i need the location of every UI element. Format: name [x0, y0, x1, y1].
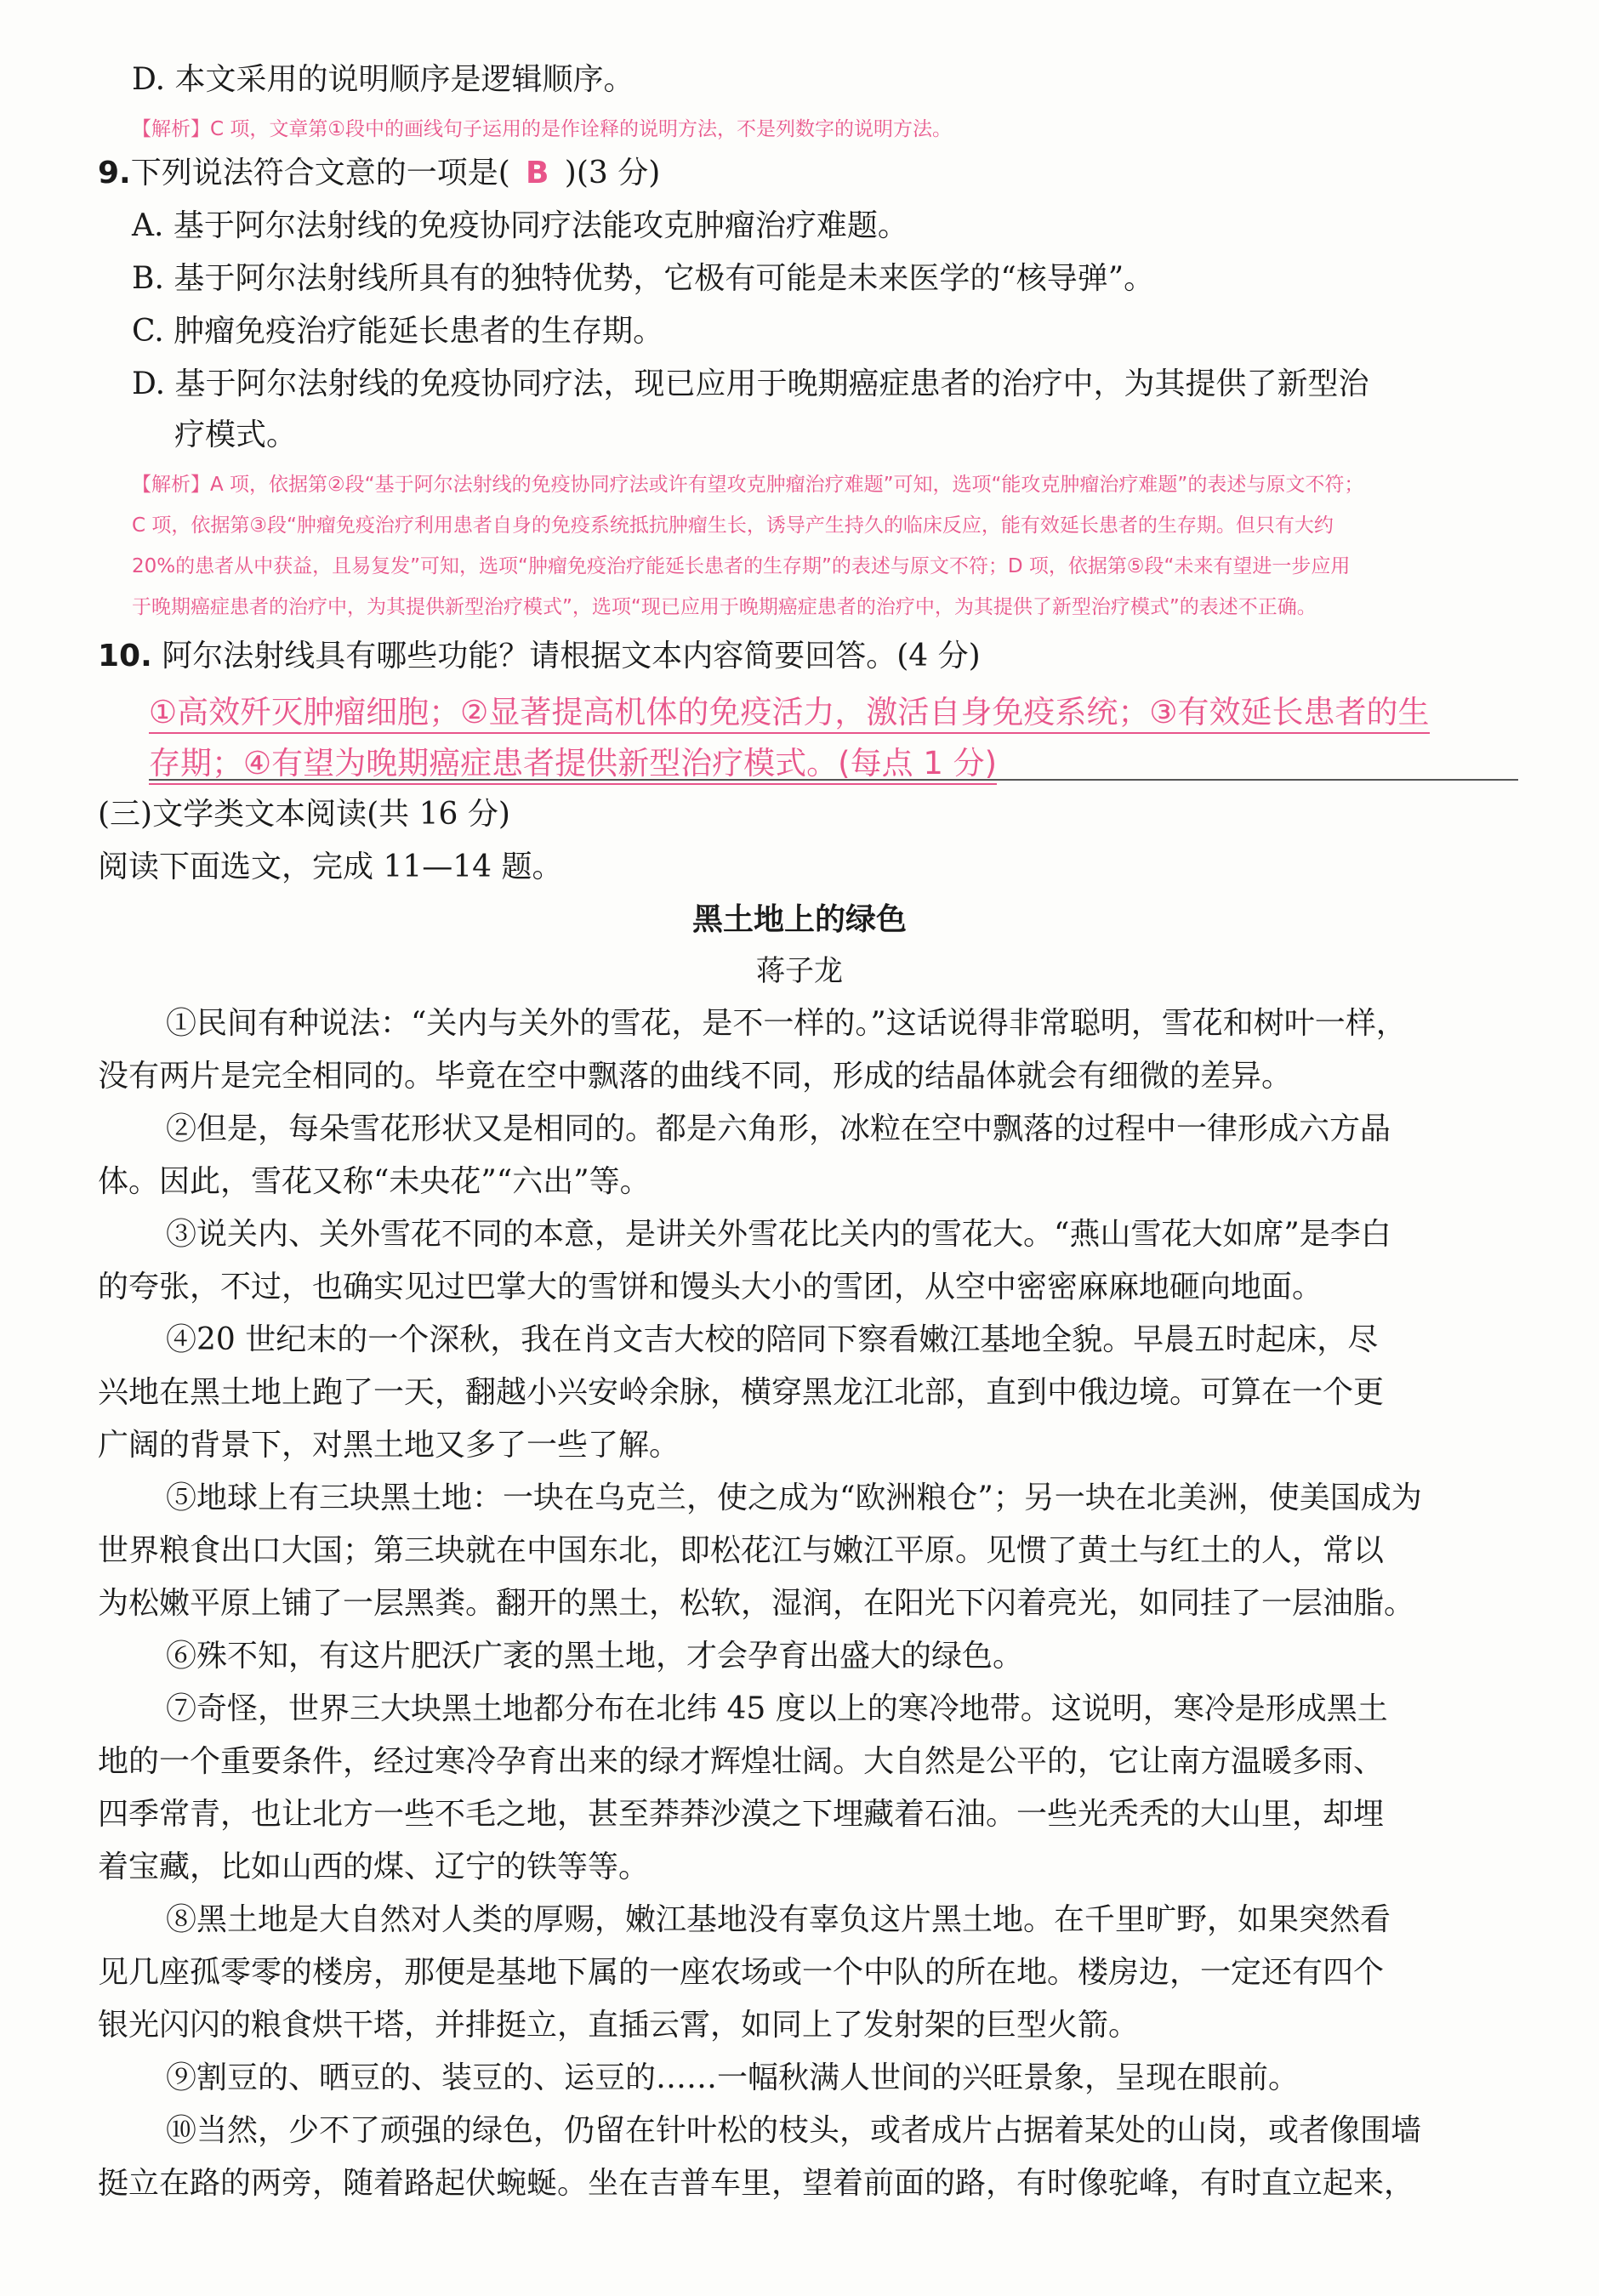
article-line-6: 的夸张，不过，也确实见过巴掌大的雪饼和馒头大小的雪团，从空中密密麻麻地砸向地面。 — [98, 1270, 1323, 1304]
q9-stem-before: 下列说法符合文意的一项是( — [130, 156, 510, 190]
q8-option-d: D. 本文采用的说明顺序是逻辑顺序。 — [132, 62, 634, 97]
article-line-13: ⑥殊不知，有这片肥沃广袤的黑土地，才会孕育出盛大的绿色。 — [166, 1639, 1024, 1674]
q9-analysis-line4: 于晚期癌症患者的治疗中，为其提供新型治疗模式”，选项“现已应用于晚期癌症患者的治疗中，为其提供了新型治疗模式”的表述不正确。 — [132, 596, 1317, 618]
q9-option-d-line2: 疗模式。 — [174, 418, 298, 452]
q9-analysis-line2: C 项，依据第③段“肿瘤免疫治疗利用患者自身的免疫系统抵抗肿瘤生长，诱导产生持久的临床反应，能有效延长患者的生存期。但只有大约 — [132, 514, 1334, 537]
article-line-19: 见几座孤零零的楼房，那便是基地下属的一座农场或一个中队的所在地。楼房边，一定还有四个 — [98, 1955, 1385, 1990]
answer-underline — [149, 779, 1518, 781]
article-line-5: ③说关内、关外雪花不同的本意，是讲关外雪花比关内的雪花大。“燕山雪花大如席”是李白 — [166, 1217, 1391, 1252]
article-line-8: 兴地在黑土地上跑了一天，翻越小兴安岭余脉，横穿黑龙江北部，直到中俄边境。可算在一个更 — [98, 1375, 1385, 1410]
q10-answer-line1 — [149, 687, 1430, 738]
article-line-23: 挺立在路的两旁，随着路起伏蜿蜒。坐在吉普车里，望着前面的路，有时像驼峰，有时直立起来， — [98, 2166, 1415, 2201]
article-author: 蒋子龙 — [756, 954, 843, 988]
q10-answer-line2 — [149, 738, 997, 789]
article-line-3: ②但是，每朵雪花形状又是相同的。都是六角形，冰粒在空中飘落的过程中一律形成六方晶 — [166, 1111, 1391, 1146]
q10-number: 10. — [98, 639, 152, 673]
q10-stem-text: 阿尔法射线具有哪些功能？请根据文本内容简要回答。(4 分) — [162, 639, 981, 673]
q8-analysis: 【解析】C 项，文章第①段中的画线句子运用的是作诠释的说明方法，不是列数字的说明方法。 — [132, 118, 952, 140]
article-line-16: 四季常青，也让北方一些不毛之地，甚至莽莽沙漠之下埋藏着石油。一些光秃秃的大山里，却埋 — [98, 1797, 1385, 1832]
article-line-15: 地的一个重要条件，经过寒冷孕育出来的绿才辉煌壮阔。大自然是公平的，它让南方温暖多雨、 — [98, 1744, 1385, 1779]
q9-analysis-line3: 20%的患者从中获益，且易复发”可知，选项“肿瘤免疫治疗能延长患者的生存期”的表述与原文不符；D 项，依据第⑤段“未来有望进一步应用 — [132, 555, 1351, 577]
article-line-18: ⑧黑土地是大自然对人类的厚赐，嫩江基地没有辜负这片黑土地。在千里旷野，如果突然看 — [166, 1902, 1391, 1937]
q9-option-b: B. 基于阿尔法射线所具有的独特优势，它极有可能是未来医学的“核导弹”。 — [132, 261, 1155, 296]
article-line-10: ⑤地球上有三块黑土地：一块在乌克兰，使之成为“欧洲粮仓”；另一块在北美洲，使美国成为 — [166, 1480, 1422, 1515]
q9-answer: B — [526, 156, 549, 190]
article-line-1: ①民间有种说法：“关内与关外的雪花，是不一样的。”这话说得非常聪明，雪花和树叶一样， — [166, 1006, 1407, 1041]
q10-answer-line2-text: 存期；④有望为晚期癌症患者提供新型治疗模式。(每点 1 分) — [149, 745, 997, 785]
q9-option-d-line1: D. 基于阿尔法射线的免疫协同疗法，现已应用于晚期癌症患者的治疗中，为其提供了新型治 — [132, 367, 1369, 401]
article-line-7: ④20 世纪末的一个深秋，我在肖文吉大校的陪同下察看嫩江基地全貌。早晨五时起床，尽 — [166, 1322, 1379, 1357]
article-line-12: 为松嫩平原上铺了一层黑粪。翻开的黑土，松软，湿润，在阳光下闪着亮光，如同挂了一层油脂。 — [98, 1586, 1415, 1621]
q9-option-c: C. 肿瘤免疫治疗能延长患者的生存期。 — [132, 314, 664, 349]
q10-answer-line1-text: ①高效歼灭肿瘤细胞；②显著提高机体的免疫活力，激活自身免疫系统；③有效延长患者的生 — [149, 694, 1430, 734]
article-line-20: 银光闪闪的粮食烘干塔，并排挺立，直插云霄，如同上了发射架的巨型火箭。 — [98, 2008, 1140, 2043]
q9-stem — [98, 148, 660, 199]
q9-option-a: A. 基于阿尔法射线的免疫协同疗法能攻克肿瘤治疗难题。 — [132, 208, 908, 243]
q9-stem-after: )(3 分) — [564, 156, 661, 190]
q10-stem — [98, 631, 981, 682]
section-instruction: 阅读下面选文，完成 11—14 题。 — [98, 850, 563, 884]
article-line-21: ⑨割豆的、晒豆的、装豆的、运豆的……一幅秋满人世间的兴旺景象，呈现在眼前。 — [166, 2060, 1300, 2095]
q9-number: 9. — [98, 156, 131, 190]
article-line-17: 着宝藏，比如山西的煤、辽宁的铁等等。 — [98, 1850, 650, 1884]
article-line-22: ⑩当然，少不了顽强的绿色，仍留在针叶松的枝头，或者成片占据着某处的山岗，或者像围墙 — [166, 2113, 1422, 2148]
article-title: 黑土地上的绿色 — [691, 902, 907, 937]
article-line-14: ⑦奇怪，世界三大块黑土地都分布在北纬 45 度以上的寒冷地带。这说明，寒冷是形成黑土 — [166, 1691, 1388, 1726]
section-heading: (三)文学类文本阅读(共 16 分) — [98, 797, 510, 832]
article-line-4: 体。因此，雪花又称“未央花”“六出”等。 — [98, 1164, 651, 1199]
article-line-2: 没有两片是完全相同的。毕竟在空中飘落的曲线不同，形成的结晶体就会有细微的差异。 — [98, 1059, 1293, 1094]
article-line-11: 世界粮食出口大国；第三块就在中国东北，即松花江与嫩江平原。见惯了黄土与红土的人，常以 — [98, 1533, 1385, 1568]
q9-analysis-line1: 【解析】A 项，依据第②段“基于阿尔法射线的免疫协同疗法或许有望攻克肿瘤治疗难题”可知，选项“能攻克肿瘤治疗难题”的表述与原文不符； — [132, 474, 1364, 496]
article-line-9: 广阔的背景下，对黑土地又多了一些了解。 — [98, 1428, 680, 1463]
